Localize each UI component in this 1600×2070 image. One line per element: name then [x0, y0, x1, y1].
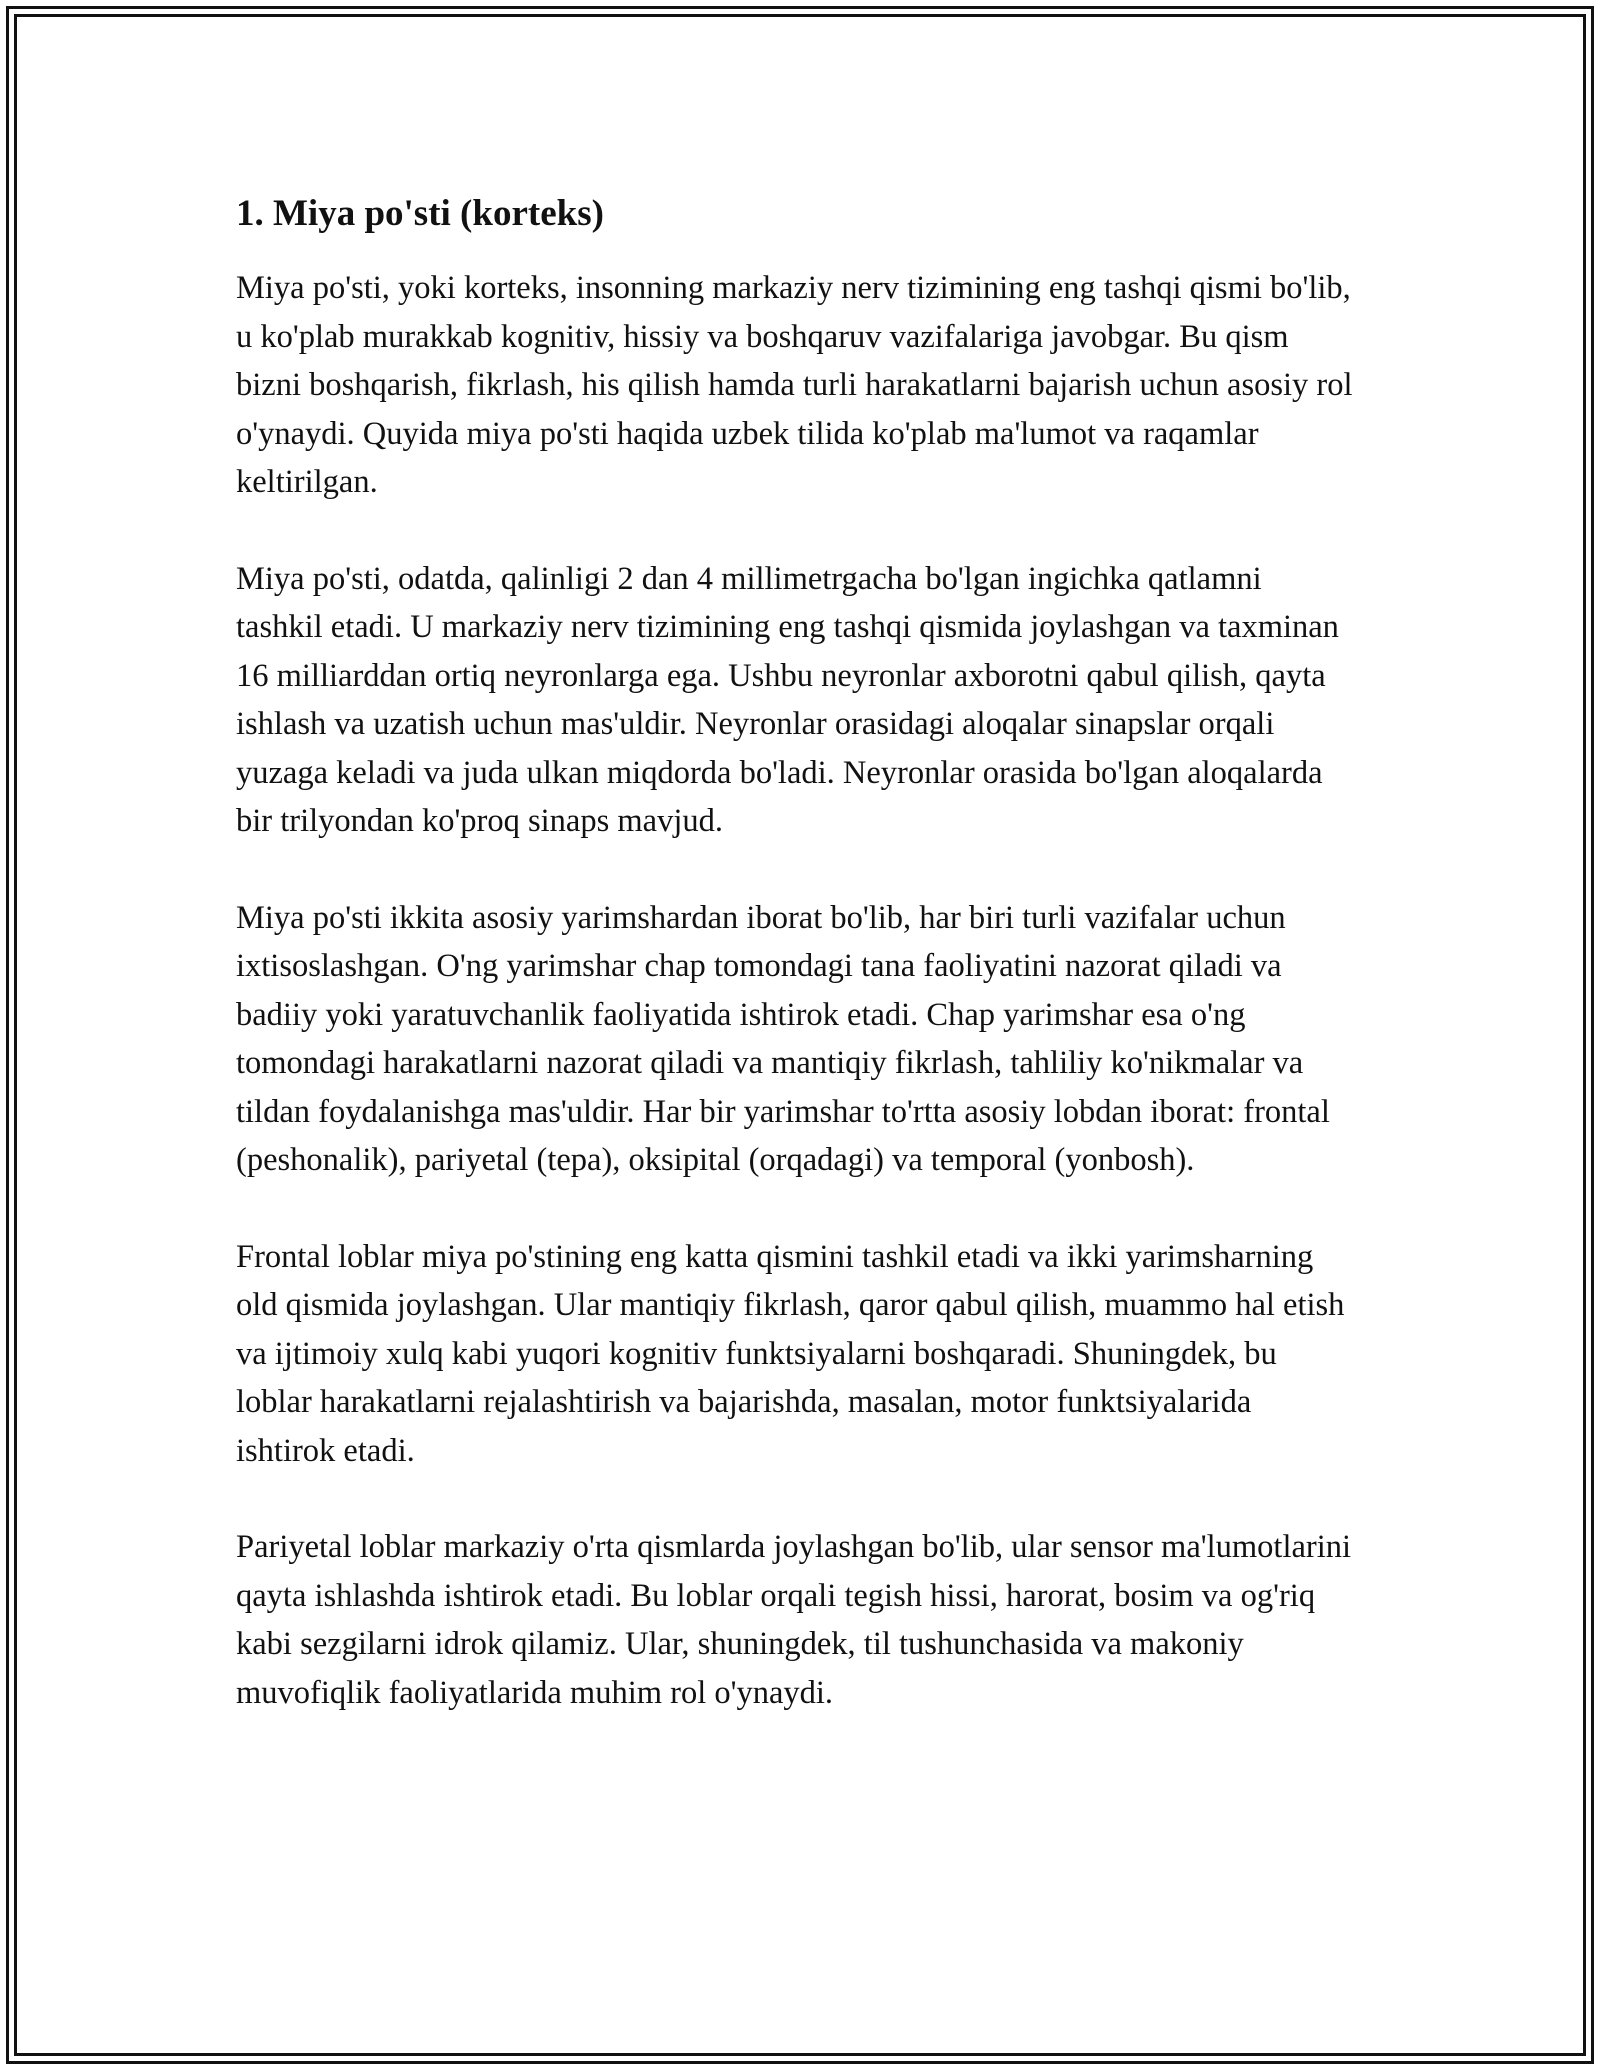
paragraph-intro: Miya po'sti, yoki korteks, insonning markaziy nerv tizimining eng tashqi qismi bo'lib, u ko'plab murakkab kognitiv, hissiy va boshqaruv vazifalariga javobgar. Bu qism bizni boshqarish, fikrlash, his qilish hamda turli harakatlarni bajarish uchun asosiy rol o'ynaydi. Quyida miya po'sti haqida uzbek tilida ko'plab ma'lumot va raqamlar keltirilgan.: [236, 270, 1353, 500]
document-body: [236, 188, 1356, 1765]
paragraph-structure: Miya po'sti, odatda, qalinligi 2 dan 4 millimetrgacha bo'lgan ingichka qatlamni tashkil etadi. U markaziy nerv tizimining eng tashqi qismida joylashgan va taxminan 16 milliarddan ortiq neyronlarga ega. Ushbu neyronlar axborotni qabul qilish, qayta ishlash va uzatish uchun mas'uldir. Neyronlar orasidagi aloqalar sinapslar orqali yuzaga keladi va juda ulkan miqdorda bo'ladi. Neyronlar orasida bo'lgan aloqalarda bir trilyondan ko'proq sinaps mavjud.: [236, 560, 1339, 839]
paragraph-hemispheres: Miya po'sti ikkita asosiy yarimshardan iborat bo'lib, har biri turli vazifalar uchun ixtisoslashgan. O'ng yarimshar chap tomondagi tana faoliyatini nazorat qiladi va badiiy yoki yaratuvchanlik faoliyatida ishtirok etadi. Chap yarimshar esa o'ng tomondagi harakatlarni nazorat qiladi va mantiqiy fikrlash, tahliliy ko'nikmalar va tildan foydalanishga mas'uldir. Har bir yarimshar to'rtta asosiy lobdan iborat: frontal (peshonalik), pariyetal (tepa), oksipital (orqadagi) va temporal (yonbosh).: [236, 899, 1330, 1178]
paragraph-frontal-lobes: Frontal loblar miya po'stining eng katta qismini tashkil etadi va ikki yarimsharning old qismida joylashgan. Ular mantiqiy fikrlash, qaror qabul qilish, muammo hal etish va ijtimoiy xulq kabi yuqori kognitiv funktsiyalarni boshqaradi. Shuningdek, bu loblar harakatlarni rejalashtirish va bajarishda, masalan, motor funktsiyalarida ishtirok etadi.: [236, 1238, 1345, 1469]
section-heading: 1. Miya po'sti (korteks): [236, 193, 604, 234]
paragraph-parietal-lobes: Pariyetal loblar markaziy o'rta qismlarda joylashgan bo'lib, ular sensor ma'lumotlarini qayta ishlashda ishtirok etadi. Bu loblar orqali tegish hissi, harorat, bosim va og'riq kabi sezgilarni idrok qilamiz. Ular, shuningdek, til tushunchasida va makoniy muvofiqlik faoliyatlarida muhim rol o'ynaydi.: [236, 1529, 1352, 1711]
